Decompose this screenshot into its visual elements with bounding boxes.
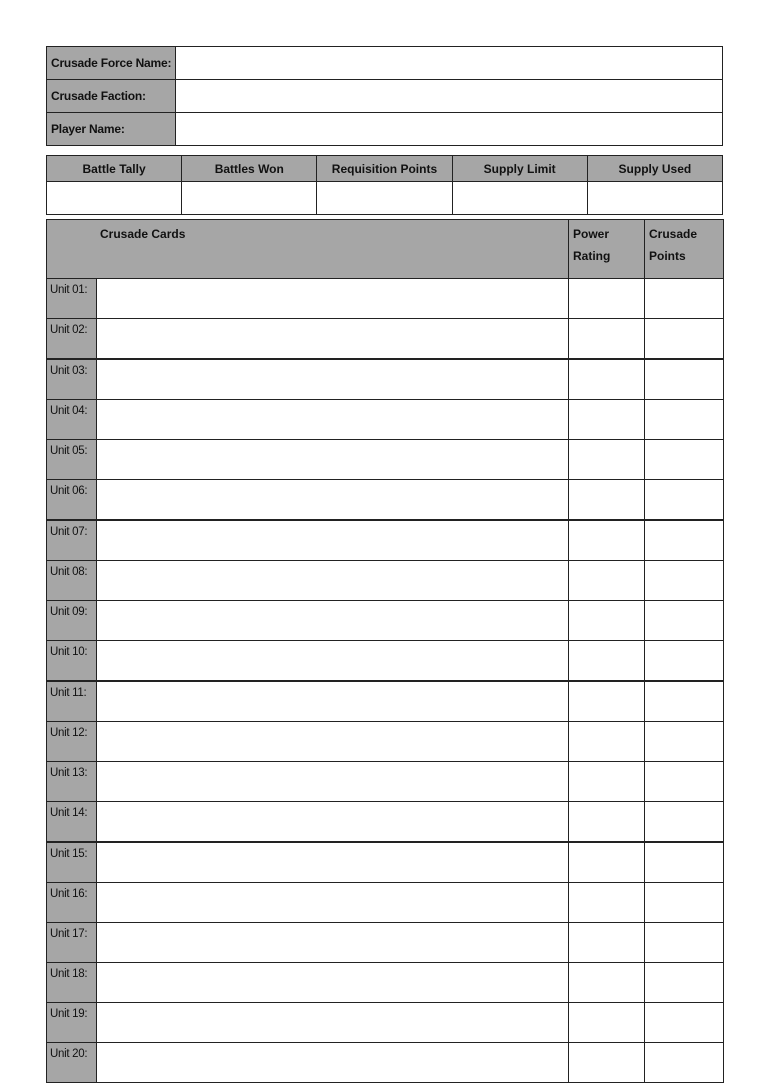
unit-power-rating-field[interactable] (569, 561, 645, 601)
crusade-roster-table (46, 219, 724, 1083)
unit-row (47, 601, 724, 641)
battles-won-field[interactable] (182, 182, 317, 215)
supply-used-header: Supply Used (587, 156, 722, 182)
unit-crusade-points-field[interactable] (645, 601, 724, 641)
supply-used-field[interactable] (587, 182, 722, 215)
unit-crusade-points-field[interactable] (645, 480, 724, 521)
unit-label: Unit 12: (47, 722, 97, 762)
unit-name-field[interactable] (97, 400, 569, 440)
faction-label: Crusade Faction: (47, 80, 176, 113)
unit-crusade-points-field[interactable] (645, 681, 724, 722)
force-name-label: Crusade Force Name: (47, 47, 176, 80)
unit-crusade-points-field[interactable] (645, 762, 724, 802)
unit-power-rating-field[interactable] (569, 400, 645, 440)
unit-power-rating-field[interactable] (569, 319, 645, 360)
crusade-points-line-2: Points (649, 249, 686, 263)
unit-label: Unit 02: (47, 319, 97, 360)
unit-row (47, 641, 724, 682)
unit-name-field[interactable] (97, 923, 569, 963)
unit-row (47, 561, 724, 601)
requisition-points-field[interactable] (317, 182, 452, 215)
force-info-table (46, 46, 723, 146)
unit-power-rating-field[interactable] (569, 923, 645, 963)
unit-crusade-points-field[interactable] (645, 842, 724, 883)
unit-row (47, 802, 724, 843)
unit-label: Unit 16: (47, 883, 97, 923)
unit-power-rating-field[interactable] (569, 1043, 645, 1083)
supply-limit-header: Supply Limit (452, 156, 587, 182)
unit-name-field[interactable] (97, 319, 569, 360)
unit-crusade-points-field[interactable] (645, 923, 724, 963)
unit-label: Unit 09: (47, 601, 97, 641)
unit-label: Unit 10: (47, 641, 97, 682)
unit-label: Unit 03: (47, 359, 97, 400)
stats-table (46, 155, 723, 215)
unit-label: Unit 13: (47, 762, 97, 802)
unit-label: Unit 20: (47, 1043, 97, 1083)
unit-label: Unit 05: (47, 440, 97, 480)
unit-name-field[interactable] (97, 883, 569, 923)
unit-row (47, 722, 724, 762)
power-rating-line-2: Rating (573, 249, 611, 263)
unit-label: Unit 15: (47, 842, 97, 883)
unit-crusade-points-field[interactable] (645, 400, 724, 440)
unit-power-rating-field[interactable] (569, 963, 645, 1003)
unit-power-rating-field[interactable] (569, 480, 645, 521)
unit-label: Unit 14: (47, 802, 97, 843)
power-rating-header (569, 220, 645, 279)
unit-label: Unit 01: (47, 279, 97, 319)
unit-row (47, 1043, 724, 1083)
unit-row (47, 883, 724, 923)
unit-row (47, 400, 724, 440)
power-rating-line-1: Power (573, 227, 610, 241)
unit-row (47, 963, 724, 1003)
unit-row (47, 279, 724, 319)
crusade-cards-header: Crusade Cards (47, 220, 569, 279)
unit-label: Unit 18: (47, 963, 97, 1003)
unit-power-rating-field[interactable] (569, 359, 645, 400)
unit-crusade-points-field[interactable] (645, 279, 724, 319)
crusade-points-line-1: Crusade (649, 227, 698, 241)
battles-won-header: Battles Won (182, 156, 317, 182)
unit-crusade-points-field[interactable] (645, 722, 724, 762)
unit-label: Unit 19: (47, 1003, 97, 1043)
unit-crusade-points-field[interactable] (645, 1043, 724, 1083)
crusade-points-header (645, 220, 724, 279)
unit-name-field[interactable] (97, 641, 569, 682)
unit-power-rating-field[interactable] (569, 601, 645, 641)
unit-name-field[interactable] (97, 722, 569, 762)
unit-power-rating-field[interactable] (569, 883, 645, 923)
battle-tally-field[interactable] (47, 182, 182, 215)
unit-label: Unit 08: (47, 561, 97, 601)
unit-row (47, 359, 724, 400)
unit-name-field[interactable] (97, 279, 569, 319)
unit-row (47, 520, 724, 561)
unit-row (47, 681, 724, 722)
unit-power-rating-field[interactable] (569, 520, 645, 561)
unit-name-field[interactable] (97, 359, 569, 400)
unit-name-field[interactable] (97, 601, 569, 641)
unit-power-rating-field[interactable] (569, 802, 645, 843)
unit-power-rating-field[interactable] (569, 641, 645, 682)
unit-crusade-points-field[interactable] (645, 641, 724, 682)
unit-row (47, 319, 724, 360)
unit-row (47, 842, 724, 883)
force-name-field[interactable] (176, 47, 723, 80)
unit-crusade-points-field[interactable] (645, 359, 724, 400)
unit-power-rating-field[interactable] (569, 279, 645, 319)
requisition-points-header: Requisition Points (317, 156, 452, 182)
unit-crusade-points-field[interactable] (645, 440, 724, 480)
unit-row (47, 923, 724, 963)
unit-name-field[interactable] (97, 802, 569, 843)
unit-power-rating-field[interactable] (569, 681, 645, 722)
unit-row (47, 762, 724, 802)
faction-field[interactable] (176, 80, 723, 113)
unit-name-field[interactable] (97, 963, 569, 1003)
unit-name-field[interactable] (97, 440, 569, 480)
unit-name-field[interactable] (97, 480, 569, 521)
battle-tally-header: Battle Tally (47, 156, 182, 182)
unit-power-rating-field[interactable] (569, 842, 645, 883)
unit-crusade-points-field[interactable] (645, 883, 724, 923)
player-name-label: Player Name: (47, 113, 176, 146)
unit-crusade-points-field[interactable] (645, 319, 724, 360)
unit-crusade-points-field[interactable] (645, 520, 724, 561)
unit-crusade-points-field[interactable] (645, 1003, 724, 1043)
unit-name-field[interactable] (97, 520, 569, 561)
unit-power-rating-field[interactable] (569, 440, 645, 480)
unit-label: Unit 17: (47, 923, 97, 963)
unit-power-rating-field[interactable] (569, 1003, 645, 1043)
unit-name-field[interactable] (97, 1003, 569, 1043)
unit-crusade-points-field[interactable] (645, 561, 724, 601)
player-name-field[interactable] (176, 113, 723, 146)
unit-crusade-points-field[interactable] (645, 963, 724, 1003)
unit-label: Unit 04: (47, 400, 97, 440)
unit-name-field[interactable] (97, 681, 569, 722)
supply-limit-field[interactable] (452, 182, 587, 215)
unit-name-field[interactable] (97, 762, 569, 802)
unit-crusade-points-field[interactable] (645, 802, 724, 843)
unit-row (47, 1003, 724, 1043)
unit-name-field[interactable] (97, 561, 569, 601)
unit-power-rating-field[interactable] (569, 762, 645, 802)
unit-label: Unit 11: (47, 681, 97, 722)
unit-label: Unit 06: (47, 480, 97, 521)
unit-label: Unit 07: (47, 520, 97, 561)
unit-power-rating-field[interactable] (569, 722, 645, 762)
unit-name-field[interactable] (97, 842, 569, 883)
unit-row (47, 440, 724, 480)
unit-name-field[interactable] (97, 1043, 569, 1083)
unit-row (47, 480, 724, 521)
